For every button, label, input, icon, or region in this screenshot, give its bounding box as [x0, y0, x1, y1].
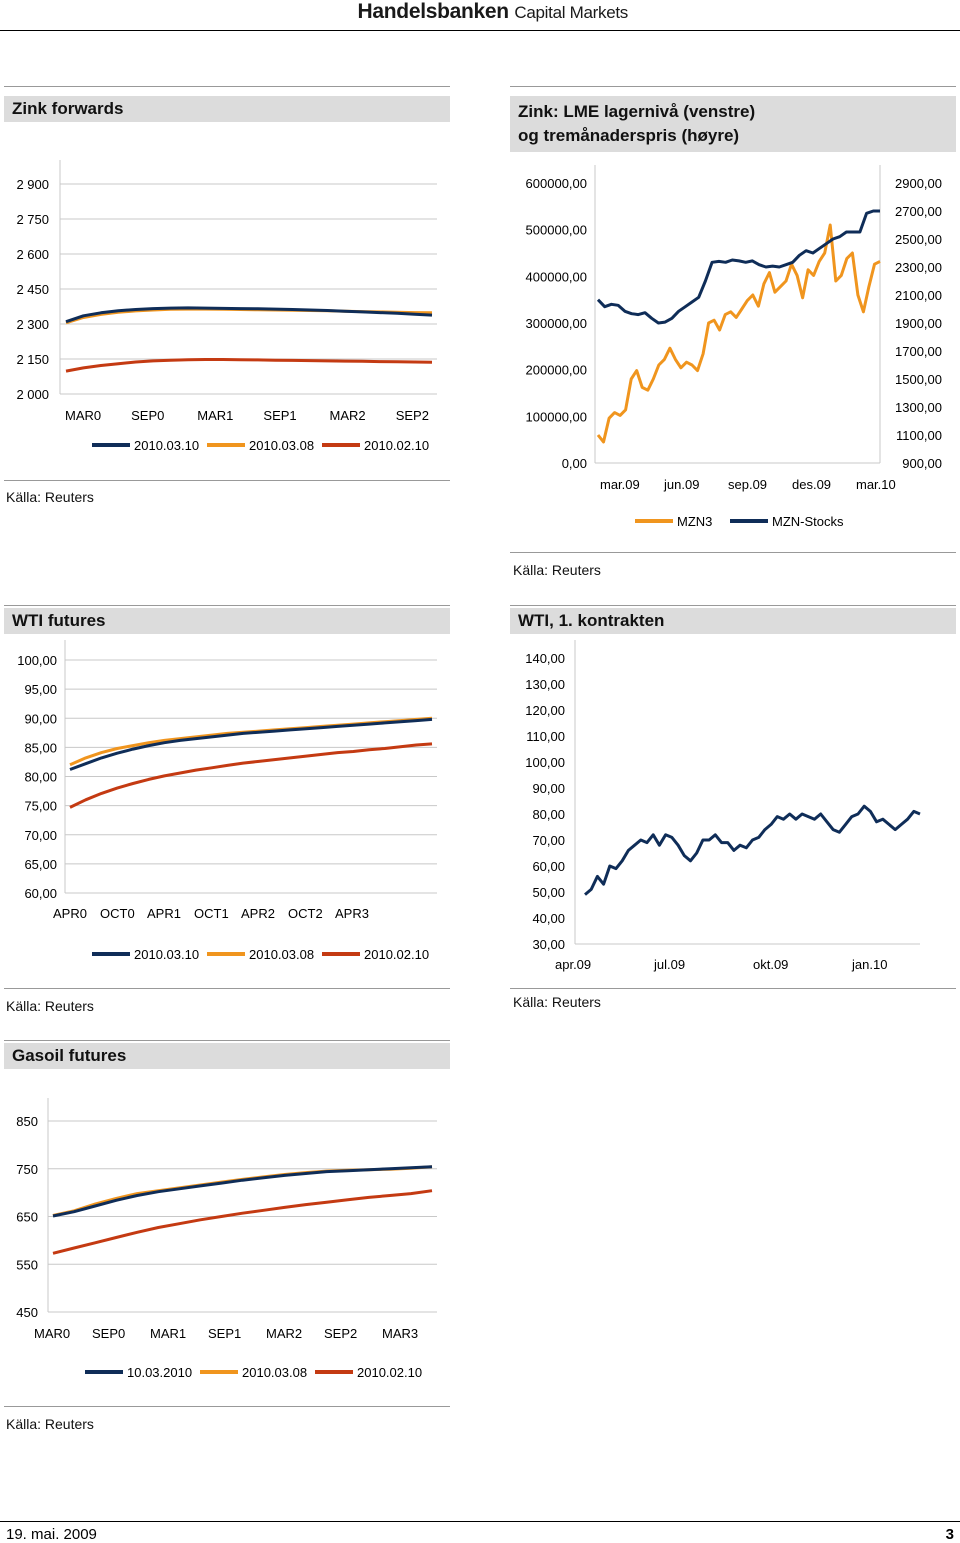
- x-tick-label: jun.09: [664, 477, 700, 492]
- x-tick-label: MAR1: [150, 1326, 187, 1341]
- header-rule: [0, 30, 960, 31]
- x-tick-label: okt.09: [753, 957, 789, 972]
- y-tick-label-right: 2100,00: [895, 288, 942, 303]
- series-line: [66, 360, 432, 372]
- legend-label: 2010.03.08: [242, 1365, 308, 1380]
- y-tick-label: 300000,00: [525, 316, 587, 331]
- footer-rule: [0, 1521, 960, 1522]
- series-line: [70, 718, 432, 765]
- y-tick-label: 100,00: [525, 755, 565, 770]
- y-tick-label: 90,00: [24, 711, 57, 727]
- y-tick-label: 600000,00: [525, 176, 587, 191]
- panel-bottom-rule: [510, 552, 956, 553]
- series-line: [53, 1167, 432, 1216]
- y-tick-label: 500000,00: [525, 222, 587, 238]
- panel-title-gasoil: Gasoil futures: [4, 1043, 450, 1069]
- series-line: [585, 806, 920, 894]
- y-tick-label: 70,00: [24, 827, 57, 843]
- y-tick-label: 550: [16, 1257, 38, 1273]
- x-tick-label: MAR1: [197, 408, 234, 423]
- y-tick-label: 95,00: [24, 682, 57, 698]
- x-tick-label: MAR2: [329, 408, 366, 423]
- x-tick-label: OCT2: [288, 906, 323, 921]
- legend-label: 10.03.2010: [127, 1365, 193, 1380]
- x-tick-label: OCT1: [194, 906, 229, 921]
- x-tick-label: APR3: [335, 906, 369, 921]
- panel-bottom-rule: [510, 988, 956, 989]
- y-tick-label-right: 2300,00: [895, 260, 942, 275]
- y-tick-label-right: 2900,00: [895, 176, 942, 191]
- source-wti-futures: Källa: Reuters: [6, 998, 94, 1014]
- panel-title-wti-1: WTI, 1. kontrakten: [510, 608, 956, 634]
- y-tick-label: 2 450: [16, 282, 49, 297]
- panel-bottom-rule: [4, 480, 450, 481]
- x-tick-label: mar.10: [856, 477, 896, 492]
- panel-title-zink-lme: [510, 96, 956, 152]
- y-tick-label: 70,00: [532, 833, 565, 848]
- legend-label: 2010.02.10: [364, 438, 430, 453]
- y-tick-label: 140,00: [525, 651, 565, 666]
- chart-zink-forwards: [0, 160, 460, 460]
- y-tick-label-right: 1300,00: [895, 400, 942, 415]
- y-tick-label: 200000,00: [525, 362, 587, 378]
- panel-top-rule: [4, 605, 450, 606]
- x-tick-label: SEP0: [131, 408, 165, 423]
- series-line: [66, 308, 432, 322]
- y-tick-label: 850: [16, 1114, 38, 1129]
- panel-top-rule: [4, 86, 450, 87]
- x-tick-label: APR0: [53, 906, 87, 921]
- y-tick-label: 50,00: [532, 885, 565, 900]
- series-line: [70, 744, 432, 808]
- y-tick-label-right: 1900,00: [895, 316, 942, 331]
- x-tick-label: SEP2: [324, 1326, 358, 1341]
- legend-label: 2010.02.10: [364, 947, 430, 962]
- y-tick-label: 40,00: [532, 911, 565, 926]
- brand-logo: [358, 0, 628, 24]
- y-tick-label: 60,00: [532, 859, 565, 874]
- x-tick-label: SEP2: [395, 408, 429, 423]
- x-tick-label: OCT0: [100, 906, 135, 921]
- panel-top-rule: [510, 86, 956, 87]
- x-tick-label: apr.09: [555, 957, 592, 972]
- series-line: [598, 211, 880, 323]
- chart-zink-lme: [505, 165, 960, 535]
- legend-label: 2010.03.10: [134, 947, 200, 962]
- panel-title-zink-forwards: Zink forwards: [4, 96, 450, 122]
- brand-name: Handelsbanken: [357, 0, 509, 23]
- series-line: [53, 1167, 432, 1216]
- panel-bottom-rule: [4, 1406, 450, 1407]
- y-tick-label: 2 900: [16, 177, 49, 192]
- panel-title-line: og tremånaderspris (høyre): [518, 126, 740, 145]
- source-zink-forwards: Källa: Reuters: [6, 489, 94, 505]
- y-tick-label: 120,00: [525, 703, 565, 718]
- x-tick-label: MAR0: [34, 1326, 71, 1341]
- y-tick-label: 110,00: [526, 729, 565, 744]
- legend-label: MZN-Stocks: [772, 514, 844, 529]
- legend-label: MZN3: [677, 514, 713, 529]
- y-tick-label-right: 900,00: [902, 456, 942, 471]
- legend-label: 2010.03.08: [249, 438, 315, 453]
- series-line: [598, 225, 880, 442]
- y-tick-label: 2 300: [16, 317, 49, 332]
- legend-label: 2010.02.10: [357, 1365, 423, 1380]
- y-tick-label: 2 750: [16, 212, 49, 227]
- panel-bottom-rule: [4, 988, 450, 989]
- panel-top-rule: [510, 605, 956, 606]
- x-tick-label: SEP1: [208, 1326, 242, 1341]
- y-tick-label: 650: [16, 1209, 38, 1225]
- x-tick-label: MAR2: [266, 1326, 303, 1341]
- y-tick-label-right: 2700,00: [895, 204, 942, 219]
- y-tick-label: 60,00: [24, 886, 57, 901]
- panel-title-line: Zink: LME lagernivå (venstre): [518, 102, 756, 121]
- y-tick-label-right: 1100,00: [895, 428, 942, 443]
- x-tick-label: des.09: [792, 477, 832, 492]
- y-tick-label: 80,00: [24, 769, 57, 785]
- y-tick-label: 2 600: [16, 247, 49, 262]
- page-number: 3: [945, 1526, 954, 1543]
- legend-label: 2010.03.08: [249, 947, 315, 962]
- y-tick-label: 450: [16, 1305, 38, 1320]
- chart-wti-1: [505, 640, 960, 980]
- y-tick-label: 100,00: [17, 653, 57, 668]
- y-tick-label-right: 2500,00: [895, 232, 942, 247]
- y-tick-label: 0,00: [561, 456, 587, 471]
- y-tick-label: 80,00: [532, 807, 565, 822]
- y-tick-label: 2 150: [16, 352, 49, 367]
- panel-top-rule: [4, 1040, 450, 1041]
- y-tick-label: 65,00: [24, 856, 57, 872]
- x-tick-label: MAR0: [65, 408, 102, 423]
- x-tick-label: SEP1: [263, 408, 297, 423]
- x-tick-label: SEP0: [92, 1326, 126, 1341]
- brand-subtitle: Capital Markets: [514, 3, 628, 22]
- y-tick-label: 100000,00: [525, 409, 587, 425]
- y-tick-label: 75,00: [24, 798, 57, 814]
- footer-date: 19. mai. 2009: [6, 1526, 97, 1543]
- x-tick-label: APR2: [241, 906, 275, 921]
- y-tick-label: 85,00: [24, 740, 57, 756]
- source-wti-1: Källa: Reuters: [513, 994, 601, 1010]
- y-tick-label: 750: [16, 1161, 38, 1177]
- y-tick-label: 30,00: [532, 937, 565, 952]
- x-tick-label: mar.09: [600, 477, 640, 492]
- x-tick-label: jan.10: [852, 957, 888, 972]
- y-tick-label: 130,00: [525, 677, 565, 692]
- x-tick-label: MAR3: [382, 1326, 419, 1341]
- x-tick-label: jul.09: [654, 957, 686, 972]
- x-tick-label: sep.09: [728, 477, 768, 492]
- x-tick-label: APR1: [147, 906, 181, 921]
- y-tick-label: 400000,00: [525, 269, 587, 285]
- panel-title-wti-futures: WTI futures: [4, 608, 450, 634]
- y-tick-label: 2 000: [16, 387, 49, 402]
- chart-gasoil: [0, 1080, 460, 1390]
- y-tick-label: 90,00: [532, 781, 565, 796]
- chart-wti-futures: [0, 640, 460, 975]
- y-tick-label-right: 1500,00: [895, 372, 942, 387]
- y-tick-label-right: 1700,00: [895, 344, 942, 359]
- source-gasoil: Källa: Reuters: [6, 1416, 94, 1432]
- source-zink-lme: Källa: Reuters: [513, 562, 601, 578]
- legend-label: 2010.03.10: [134, 438, 200, 453]
